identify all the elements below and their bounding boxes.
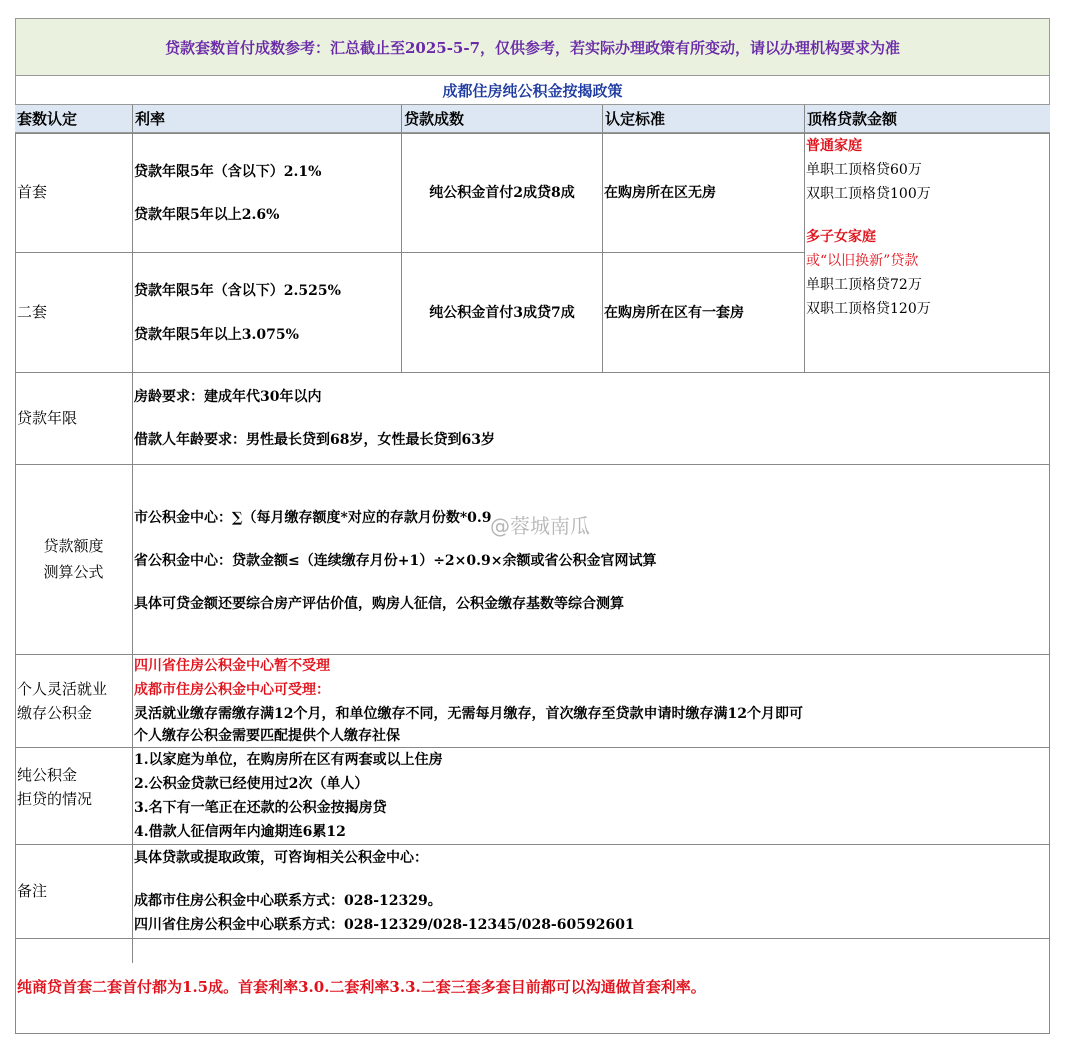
term-house-age: 房龄要求：建成年代30年以内: [134, 389, 322, 405]
reject-label-1: 纯公积金: [17, 766, 78, 784]
first-standard: 在购房所在区无房: [604, 185, 716, 201]
reject-item: 1.以家庭为单位，在购房所在区有两套或以上住房: [134, 752, 443, 768]
header-standard: 认定标准: [605, 110, 666, 128]
watermark: @蓉城南瓜: [490, 514, 590, 538]
col-divider-3: [602, 105, 603, 372]
first-set-label: 首套: [17, 183, 48, 201]
notes-label: 备注: [17, 882, 48, 900]
flexible-label-1: 个人灵活就业: [17, 680, 108, 698]
header-row: [15, 105, 1050, 133]
term-borrower-age: 借款人年龄要求：男性最长贷到68岁，女性最长贷到63岁: [134, 432, 495, 448]
col-divider-1: [132, 105, 133, 963]
reject-label-2: 拒贷的情况: [17, 790, 93, 808]
second-ratio: 纯公积金首付3成贷7成: [429, 305, 575, 321]
notes-city-contact: 成都市住房公积金中心联系方式：028-12329。: [134, 893, 442, 909]
flexible-province: 四川省住房公积金中心暂不受理: [134, 658, 330, 674]
first-rate-short: 贷款年限5年（含以下）2.1%: [134, 164, 322, 180]
formula-city: 市公积金中心：∑（每月缴存额度*对应的存款月份数*0.9: [134, 510, 492, 526]
formula-label-1: 贷款额度: [43, 537, 104, 555]
frame-left: [15, 18, 16, 1034]
row-line-term: [15, 464, 1050, 465]
flexible-rule: 灵活就业缴存需缴存满12个月，和单位缴存不同，无需每月缴存，首次缴存至贷款申请时缴存满12个月即可: [134, 706, 803, 722]
flexible-city: 成都市住房公积金中心可受理：: [134, 682, 330, 698]
second-rate-short: 贷款年限5年（含以下）2.525%: [134, 283, 341, 299]
limit-normal-title: 普通家庭: [806, 138, 862, 154]
row-line-first: [15, 252, 805, 253]
row-line-reject: [15, 844, 1050, 845]
header-limit: 顶格贷款金额: [807, 110, 898, 128]
second-standard: 在购房所在区有一套房: [604, 305, 744, 321]
limit-normal-double: 双职工顶格贷100万: [806, 186, 931, 202]
notes-intro: 具体贷款或提取政策，可咨询相关公积金中心：: [134, 850, 428, 866]
second-set-label: 二套: [17, 303, 48, 321]
limit-multi-single: 单职工顶格贷72万: [806, 277, 922, 293]
flexible-label-2: 缴存公积金: [17, 704, 93, 722]
reject-item: 3.名下有一笔正在还款的公积金按揭房贷: [134, 800, 387, 816]
row-line-notes: [15, 938, 1050, 939]
commercial-loan-note: 纯商贷首套二套首付都为1.5成。首套利率3.0.二套利率3.3.二套三套多套目前都可以沟通做首套利率。: [17, 978, 706, 996]
banner: 贷款套数首付成数参考：汇总截止至2025-5-7，仅供参考，若实际办理政策有所变动，请以办理机构要求为准: [15, 18, 1050, 76]
limit-normal-single: 单职工顶格贷60万: [806, 162, 922, 178]
header-count: 套数认定: [17, 110, 78, 128]
limit-multi-title: 多子女家庭: [806, 229, 876, 245]
row-line-head: [15, 133, 1050, 134]
reject-item: 4.借款人征信两年内逾期连6累12: [134, 824, 346, 840]
notes-province-contact: 四川省住房公积金中心联系方式：028-12329/028-12345/028-60592601: [134, 917, 635, 933]
first-ratio: 纯公积金首付2成贷8成: [429, 185, 575, 201]
header-rate: 利率: [135, 110, 166, 128]
formula-province: 省公积金中心：贷款金额≤（连续缴存月份+1）÷2×0.9×余额或省公积金官网试算: [134, 553, 657, 569]
limit-multi-sub: 或“以旧换新”贷款: [806, 253, 919, 269]
table-title: 成都住房纯公积金按揭政策: [15, 76, 1050, 105]
term-label: 贷款年限: [17, 409, 78, 427]
row-line-second: [15, 372, 1050, 373]
formula-label-2: 测算公式: [43, 563, 104, 581]
formula-note: 具体可贷金额还要综合房产评估价值，购房人征信，公积金缴存基数等综合测算: [134, 596, 624, 612]
flexible-social: 个人缴存公积金需要匹配提供个人缴存社保: [134, 728, 400, 744]
col-divider-4: [804, 105, 805, 372]
first-rate-long: 贷款年限5年以上2.6%: [134, 207, 280, 223]
frame-right: [1049, 18, 1050, 1034]
col-divider-2: [401, 105, 402, 372]
reject-item: 2.公积金贷款已经使用过2次（单人）: [134, 776, 369, 792]
limit-multi-double: 双职工顶格贷120万: [806, 301, 931, 317]
header-ratio: 贷款成数: [404, 110, 465, 128]
second-rate-long: 贷款年限5年以上3.075%: [134, 327, 299, 343]
row-line-footer: [15, 1033, 1050, 1034]
